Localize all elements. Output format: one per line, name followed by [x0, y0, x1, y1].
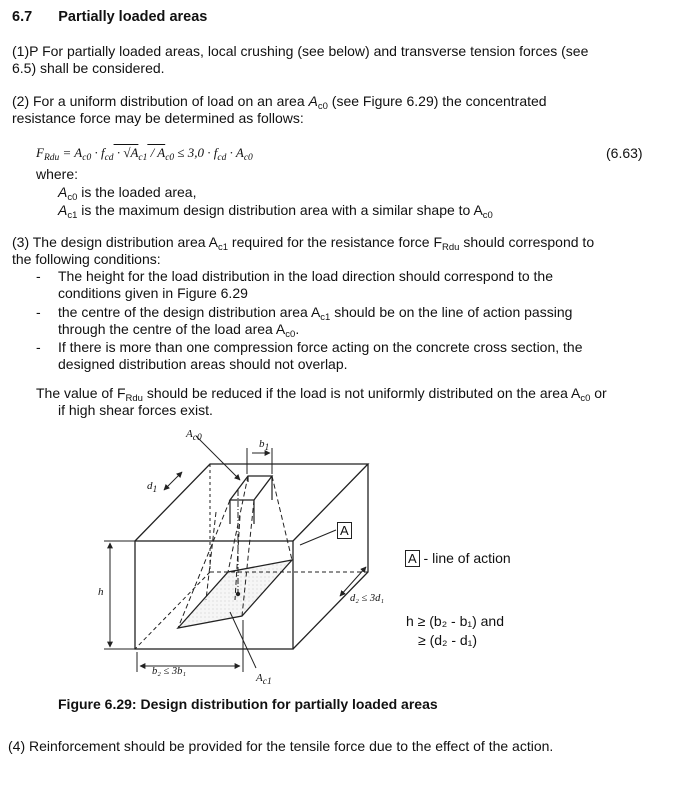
- condition-1: h ≥ (b₂ - b₁) and: [406, 613, 504, 629]
- def-2-sub: c1: [67, 210, 78, 221]
- def-1-sym: A: [58, 184, 68, 200]
- b2-c: through the centre of the load area A: [58, 321, 286, 337]
- para-2-text-b: (see Figure 6.29) the concentrated: [327, 93, 547, 109]
- bullet-mark-1: -: [36, 268, 41, 284]
- loaded-area-ac0: [230, 476, 272, 500]
- spread-line: [272, 476, 292, 560]
- para-2-sub: c0: [317, 101, 328, 112]
- fig-label-ac0: [186, 426, 202, 443]
- bullet-3-line-1: If there is more than one compression force acting on the concrete cross section, the: [58, 339, 583, 355]
- fig-label-ac1: [256, 670, 272, 687]
- centroid-dot: [236, 592, 240, 596]
- fig-b1-sym: b: [259, 438, 265, 450]
- bullet-mark-2: -: [36, 304, 41, 320]
- where-def-1: [58, 184, 196, 201]
- bullet-mark-3: -: [36, 339, 41, 355]
- fig-ac0-sub: c0: [192, 433, 202, 443]
- fig-label-h: h: [98, 586, 104, 598]
- para-2-line-1: [12, 93, 547, 110]
- condition-2: ≥ (d₂ - d₁): [418, 632, 478, 648]
- fig-label-d1: [147, 478, 157, 495]
- where-label: where:: [36, 166, 79, 182]
- p3-b: required for the resistance force F: [228, 234, 443, 250]
- legend-line-of-action: [405, 550, 511, 567]
- eq-b-sub: cd: [104, 153, 114, 163]
- section-title: Partially loaded areas: [58, 9, 208, 25]
- eq-c-sub: c1: [138, 153, 148, 163]
- fig-label-b1: [259, 436, 269, 453]
- eq-e: ≤ 3,0 · f: [174, 145, 218, 160]
- bullet-2-line-1: [58, 304, 572, 321]
- p4-c: or: [590, 385, 607, 401]
- where-def-2: [58, 202, 493, 219]
- bullet-1-line-1: The height for the load distribution in the load direction should correspond to the: [58, 268, 553, 284]
- p4-sub-1: Rdu: [125, 393, 143, 404]
- para-2-sym: A: [308, 93, 318, 109]
- figure-6-29-diagram: [0, 420, 688, 690]
- b2-d: .: [295, 321, 300, 337]
- fig-box-a: [337, 522, 352, 539]
- figure-caption: Figure 6.29: Design distribution for partially loaded areas: [58, 696, 438, 712]
- bullet-3-line-2: designed distribution areas should not overlap.: [58, 356, 348, 372]
- p3-sub-2: Rdu: [442, 242, 460, 253]
- eq-d-sub: c0: [165, 153, 175, 163]
- fig-label-b2: b₂ ≤ 3b₁: [152, 666, 187, 677]
- fig-ac1-sym: A: [256, 672, 263, 684]
- eq-a: = A: [59, 145, 83, 160]
- box-a-label: A: [337, 522, 352, 539]
- fig-ac1-sub: c1: [262, 677, 272, 687]
- para-2-line-2: resistance force may be determined as follows:: [12, 110, 304, 126]
- fig-d1-sub: 1: [152, 485, 158, 495]
- equation-number: (6.63): [606, 145, 643, 161]
- def-2-tail-sub: c0: [482, 210, 493, 221]
- def-2-text: is the maximum design distribution area with a similar shape to A: [77, 202, 483, 218]
- b2-b: should be on the line of action passing: [330, 304, 573, 320]
- eq-f-sub: c0: [243, 153, 253, 163]
- p4-a: The value of F: [36, 385, 126, 401]
- legend-box: A: [405, 550, 420, 567]
- fig-ac0-sym: A: [186, 428, 193, 440]
- para-1-line-2: 6.5) shall be considered.: [12, 60, 165, 76]
- b2-a: the centre of the design distribution area A: [58, 304, 321, 320]
- legend-text: - line of action: [419, 550, 511, 566]
- para-3-line-2: the following conditions:: [12, 251, 161, 267]
- fig-d1-sym: d: [147, 480, 153, 492]
- eq-d: / A: [147, 145, 166, 160]
- eq-lhs-sub: Rdu: [43, 153, 60, 163]
- eq-b: · f: [91, 145, 105, 160]
- fig-label-d2: d₂ ≤ 3d₁: [350, 593, 385, 604]
- ac0-leader: [196, 436, 240, 480]
- equation-6-63: [36, 144, 253, 161]
- fig-b1-sub: 1: [264, 443, 270, 453]
- para-3-line-1: [12, 234, 594, 251]
- section-number: 6.7: [12, 9, 33, 25]
- bullet-2-line-2: [58, 321, 299, 338]
- block-right-face: [293, 464, 368, 649]
- b2-sub-2: c0: [285, 329, 296, 340]
- para-1-line-1: (1)P For partially loaded areas, local crushing (see below) and transverse tension forces (see: [12, 43, 589, 59]
- eq-lhs: F: [36, 145, 44, 160]
- p3-a: (3) The design distribution area A: [12, 234, 218, 250]
- section-heading: [12, 9, 207, 26]
- box-a-leader: [300, 530, 336, 545]
- def-2-sym: A: [58, 202, 68, 218]
- p3-c: should correspond to: [459, 234, 595, 250]
- def-1-sub: c0: [67, 192, 78, 203]
- d1-dim: [164, 472, 182, 490]
- bullet-1-line-2: conditions given in Figure 6.29: [58, 285, 248, 301]
- p4-b: should be reduced if the load is not uniformly distributed on the area A: [142, 385, 581, 401]
- eq-c: · √A: [113, 145, 139, 160]
- p3-sub-1: c1: [217, 242, 229, 253]
- para-4-line-1: [36, 385, 607, 402]
- para-5: (4) Reinforcement should be provided for the tensile force due to the effect of the action.: [8, 738, 554, 754]
- b2-sub: c1: [320, 312, 331, 323]
- eq-e-sub: cd: [217, 153, 227, 163]
- eq-f: · A: [226, 145, 244, 160]
- para-2-text-a: (2) For a uniform distribution of load on an area: [12, 93, 309, 109]
- eq-a-sub: c0: [82, 153, 92, 163]
- para-4-line-2: if high shear forces exist.: [58, 402, 213, 418]
- def-1-text: is the loaded area,: [77, 184, 197, 200]
- p4-sub-2: c0: [580, 393, 591, 404]
